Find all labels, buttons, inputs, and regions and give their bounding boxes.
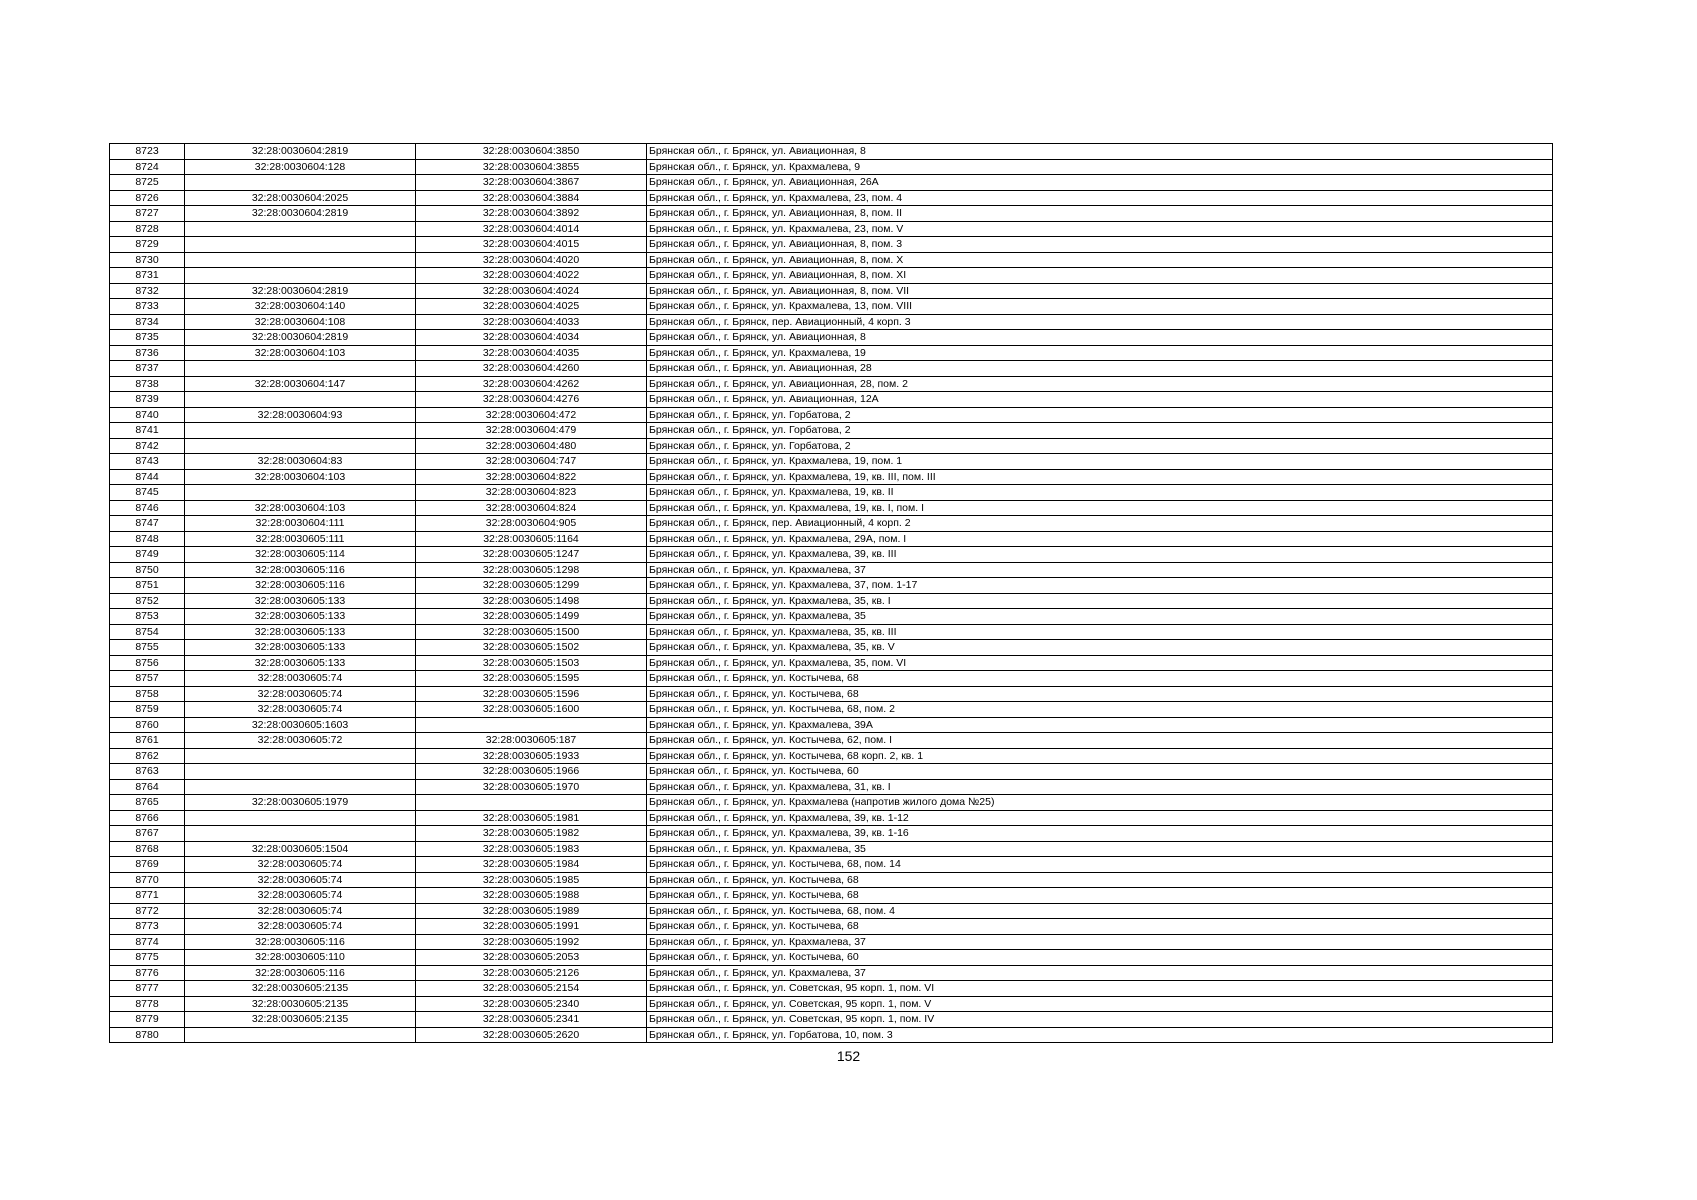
address-cell: Брянская обл., г. Брянск, ул. Костычева, 68 xyxy=(647,872,1553,888)
parent-cadastral-number-cell xyxy=(185,237,416,253)
address-cell: Брянская обл., г. Брянск, ул. Костычева, 62, пом. I xyxy=(647,733,1553,749)
address-cell: Брянская обл., г. Брянск, ул. Костычева, 68 xyxy=(647,671,1553,687)
table-row xyxy=(110,516,1553,532)
address-cell: Брянская обл., г. Брянск, ул. Крахмалева, 9 xyxy=(647,159,1553,175)
table-row xyxy=(110,144,1553,160)
address-cell: Брянская обл., г. Брянск, ул. Крахмалева, 39, кв. 1-16 xyxy=(647,826,1553,842)
table-row xyxy=(110,175,1553,191)
cadastral-number-cell: 32:28:0030604:4014 xyxy=(416,221,647,237)
table-row xyxy=(110,392,1553,408)
address-cell: Брянская обл., г. Брянск, ул. Крахмалева, 29А, пом. I xyxy=(647,531,1553,547)
table-row xyxy=(110,810,1553,826)
cadastral-number-cell: 32:28:0030605:1989 xyxy=(416,903,647,919)
parent-cadastral-number-cell: 32:28:0030604:103 xyxy=(185,469,416,485)
row-number-cell: 8768 xyxy=(110,841,185,857)
cadastral-number-cell: 32:28:0030604:4276 xyxy=(416,392,647,408)
parent-cadastral-number-cell: 32:28:0030604:2819 xyxy=(185,330,416,346)
cadastral-number-cell: 32:28:0030604:3850 xyxy=(416,144,647,160)
row-number-cell: 8731 xyxy=(110,268,185,284)
row-number-cell: 8747 xyxy=(110,516,185,532)
table-row xyxy=(110,919,1553,935)
parent-cadastral-number-cell: 32:28:0030605:1979 xyxy=(185,795,416,811)
parent-cadastral-number-cell: 32:28:0030604:2819 xyxy=(185,283,416,299)
cadastral-number-cell: 32:28:0030605:1985 xyxy=(416,872,647,888)
address-cell: Брянская обл., г. Брянск, ул. Авиационная, 8, пом. X xyxy=(647,252,1553,268)
cadastral-number-cell: 32:28:0030604:4020 xyxy=(416,252,647,268)
address-cell: Брянская обл., г. Брянск, ул. Горбатова, 10, пом. 3 xyxy=(647,1027,1553,1043)
cadastral-number-cell: 32:28:0030604:824 xyxy=(416,500,647,516)
row-number-cell: 8778 xyxy=(110,996,185,1012)
cadastral-number-cell xyxy=(416,717,647,733)
cadastral-number-cell: 32:28:0030604:4033 xyxy=(416,314,647,330)
parent-cadastral-number-cell xyxy=(185,764,416,780)
table-row xyxy=(110,903,1553,919)
parent-cadastral-number-cell: 32:28:0030605:74 xyxy=(185,888,416,904)
address-cell: Брянская обл., г. Брянск, пер. Авиационный, 4 корп. 2 xyxy=(647,516,1553,532)
parent-cadastral-number-cell: 32:28:0030604:108 xyxy=(185,314,416,330)
parent-cadastral-number-cell: 32:28:0030605:111 xyxy=(185,531,416,547)
address-cell: Брянская обл., г. Брянск, ул. Крахмалева, 39, кв. III xyxy=(647,547,1553,563)
parent-cadastral-number-cell xyxy=(185,485,416,501)
row-number-cell: 8760 xyxy=(110,717,185,733)
row-number-cell: 8723 xyxy=(110,144,185,160)
table-row xyxy=(110,361,1553,377)
row-number-cell: 8742 xyxy=(110,438,185,454)
address-cell: Брянская обл., г. Брянск, ул. Крахмалева, 23, пом. 4 xyxy=(647,190,1553,206)
parent-cadastral-number-cell: 32:28:0030604:2025 xyxy=(185,190,416,206)
parent-cadastral-number-cell: 32:28:0030604:103 xyxy=(185,345,416,361)
cadastral-number-cell: 32:28:0030605:2341 xyxy=(416,1012,647,1028)
row-number-cell: 8771 xyxy=(110,888,185,904)
table-row xyxy=(110,268,1553,284)
table-row xyxy=(110,283,1553,299)
table-row xyxy=(110,547,1553,563)
address-cell: Брянская обл., г. Брянск, ул. Крахмалева, 37 xyxy=(647,934,1553,950)
address-cell: Брянская обл., г. Брянск, ул. Авиационная, 8, пом. II xyxy=(647,206,1553,222)
parent-cadastral-number-cell: 32:28:0030605:133 xyxy=(185,655,416,671)
cadastral-number-cell: 32:28:0030605:1502 xyxy=(416,640,647,656)
cadastral-number-cell: 32:28:0030604:3867 xyxy=(416,175,647,191)
row-number-cell: 8738 xyxy=(110,376,185,392)
address-cell: Брянская обл., г. Брянск, ул. Крахмалева, 13, пом. VIII xyxy=(647,299,1553,315)
row-number-cell: 8751 xyxy=(110,578,185,594)
cadastral-number-cell: 32:28:0030605:2620 xyxy=(416,1027,647,1043)
address-cell: Брянская обл., г. Брянск, ул. Авиационная, 28 xyxy=(647,361,1553,377)
parent-cadastral-number-cell xyxy=(185,438,416,454)
address-cell: Брянская обл., г. Брянск, ул. Горбатова, 2 xyxy=(647,438,1553,454)
parent-cadastral-number-cell xyxy=(185,392,416,408)
parent-cadastral-number-cell: 32:28:0030604:83 xyxy=(185,454,416,470)
address-cell: Брянская обл., г. Брянск, ул. Горбатова, 2 xyxy=(647,423,1553,439)
table-row xyxy=(110,485,1553,501)
table-row xyxy=(110,1012,1553,1028)
parent-cadastral-number-cell xyxy=(185,1027,416,1043)
cadastral-number-cell: 32:28:0030604:4260 xyxy=(416,361,647,377)
parent-cadastral-number-cell: 32:28:0030605:74 xyxy=(185,872,416,888)
table-row xyxy=(110,237,1553,253)
table-row xyxy=(110,702,1553,718)
table-row xyxy=(110,671,1553,687)
address-cell: Брянская обл., г. Брянск, ул. Крахмалева, 19, пом. 1 xyxy=(647,454,1553,470)
table-row xyxy=(110,454,1553,470)
row-number-cell: 8780 xyxy=(110,1027,185,1043)
row-number-cell: 8766 xyxy=(110,810,185,826)
row-number-cell: 8753 xyxy=(110,609,185,625)
cadastral-number-cell: 32:28:0030605:1299 xyxy=(416,578,647,594)
parent-cadastral-number-cell: 32:28:0030605:133 xyxy=(185,624,416,640)
row-number-cell: 8729 xyxy=(110,237,185,253)
row-number-cell: 8761 xyxy=(110,733,185,749)
cadastral-number-cell: 32:28:0030605:1298 xyxy=(416,562,647,578)
cadastral-number-cell: 32:28:0030604:4025 xyxy=(416,299,647,315)
table-row xyxy=(110,159,1553,175)
row-number-cell: 8739 xyxy=(110,392,185,408)
address-cell: Брянская обл., г. Брянск, ул. Костычева, 68, пом. 14 xyxy=(647,857,1553,873)
cadastral-number-cell: 32:28:0030605:1970 xyxy=(416,779,647,795)
address-cell: Брянская обл., г. Брянск, ул. Костычева, 68 xyxy=(647,888,1553,904)
table-row xyxy=(110,438,1553,454)
parent-cadastral-number-cell: 32:28:0030605:116 xyxy=(185,965,416,981)
address-cell: Брянская обл., г. Брянск, ул. Костычева, 68, пом. 2 xyxy=(647,702,1553,718)
parent-cadastral-number-cell: 32:28:0030605:2135 xyxy=(185,996,416,1012)
parent-cadastral-number-cell xyxy=(185,268,416,284)
parent-cadastral-number-cell: 32:28:0030605:2135 xyxy=(185,981,416,997)
parent-cadastral-number-cell xyxy=(185,423,416,439)
table-row xyxy=(110,733,1553,749)
parent-cadastral-number-cell: 32:28:0030605:116 xyxy=(185,578,416,594)
cadastral-number-cell: 32:28:0030604:479 xyxy=(416,423,647,439)
row-number-cell: 8776 xyxy=(110,965,185,981)
address-cell: Брянская обл., г. Брянск, пер. Авиационный, 4 корп. 3 xyxy=(647,314,1553,330)
address-cell: Брянская обл., г. Брянск, ул. Авиационная, 28, пом. 2 xyxy=(647,376,1553,392)
parent-cadastral-number-cell: 32:28:0030605:74 xyxy=(185,919,416,935)
parent-cadastral-number-cell: 32:28:0030605:1603 xyxy=(185,717,416,733)
cadastral-number-cell: 32:28:0030605:1981 xyxy=(416,810,647,826)
parent-cadastral-number-cell: 32:28:0030604:147 xyxy=(185,376,416,392)
table-row xyxy=(110,934,1553,950)
table-row xyxy=(110,500,1553,516)
address-cell: Брянская обл., г. Брянск, ул. Костычева, 68, пом. 4 xyxy=(647,903,1553,919)
parent-cadastral-number-cell: 32:28:0030605:74 xyxy=(185,702,416,718)
table-row xyxy=(110,748,1553,764)
address-cell: Брянская обл., г. Брянск, ул. Крахмалева, 19, кв. I, пом. I xyxy=(647,500,1553,516)
table-row xyxy=(110,888,1553,904)
row-number-cell: 8727 xyxy=(110,206,185,222)
parent-cadastral-number-cell: 32:28:0030605:110 xyxy=(185,950,416,966)
row-number-cell: 8741 xyxy=(110,423,185,439)
address-cell: Брянская обл., г. Брянск, ул. Авиационная, 12А xyxy=(647,392,1553,408)
row-number-cell: 8749 xyxy=(110,547,185,563)
row-number-cell: 8774 xyxy=(110,934,185,950)
row-number-cell: 8754 xyxy=(110,624,185,640)
cadastral-number-cell: 32:28:0030604:3884 xyxy=(416,190,647,206)
table-row xyxy=(110,965,1553,981)
row-number-cell: 8730 xyxy=(110,252,185,268)
address-cell: Брянская обл., г. Брянск, ул. Авиационная, 8 xyxy=(647,330,1553,346)
address-cell: Брянская обл., г. Брянск, ул. Крахмалева, 23, пом. V xyxy=(647,221,1553,237)
parent-cadastral-number-cell: 32:28:0030605:74 xyxy=(185,686,416,702)
address-cell: Брянская обл., г. Брянск, ул. Костычева, 68 xyxy=(647,919,1553,935)
table-row xyxy=(110,531,1553,547)
cadastral-number-cell: 32:28:0030604:4262 xyxy=(416,376,647,392)
cadastral-number-cell: 32:28:0030605:1503 xyxy=(416,655,647,671)
row-number-cell: 8745 xyxy=(110,485,185,501)
row-number-cell: 8759 xyxy=(110,702,185,718)
table-row xyxy=(110,376,1553,392)
table-row xyxy=(110,423,1553,439)
parent-cadastral-number-cell: 32:28:0030605:133 xyxy=(185,640,416,656)
address-cell: Брянская обл., г. Брянск, ул. Советская, 95 корп. 1, пом. VI xyxy=(647,981,1553,997)
row-number-cell: 8775 xyxy=(110,950,185,966)
cadastral-number-cell: 32:28:0030605:187 xyxy=(416,733,647,749)
parent-cadastral-number-cell: 32:28:0030604:140 xyxy=(185,299,416,315)
parent-cadastral-number-cell: 32:28:0030605:1504 xyxy=(185,841,416,857)
row-number-cell: 8777 xyxy=(110,981,185,997)
row-number-cell: 8744 xyxy=(110,469,185,485)
cadastral-number-cell: 32:28:0030605:1982 xyxy=(416,826,647,842)
parent-cadastral-number-cell xyxy=(185,748,416,764)
cadastral-number-cell: 32:28:0030605:1933 xyxy=(416,748,647,764)
table-row xyxy=(110,996,1553,1012)
parent-cadastral-number-cell: 32:28:0030604:2819 xyxy=(185,144,416,160)
address-cell: Брянская обл., г. Брянск, ул. Крахмалева (напротив жилого дома №25) xyxy=(647,795,1553,811)
table-row xyxy=(110,221,1553,237)
address-cell: Брянская обл., г. Брянск, ул. Крахмалева, 19, кв. II xyxy=(647,485,1553,501)
address-cell: Брянская обл., г. Брянск, ул. Костычева, 68 корп. 2, кв. 1 xyxy=(647,748,1553,764)
row-number-cell: 8769 xyxy=(110,857,185,873)
row-number-cell: 8746 xyxy=(110,500,185,516)
parent-cadastral-number-cell xyxy=(185,779,416,795)
cadastral-number-cell: 32:28:0030605:1164 xyxy=(416,531,647,547)
property-registry-table xyxy=(109,143,1553,1043)
cadastral-number-cell: 32:28:0030604:4015 xyxy=(416,237,647,253)
table-row xyxy=(110,469,1553,485)
address-cell: Брянская обл., г. Брянск, ул. Советская, 95 корп. 1, пом. IV xyxy=(647,1012,1553,1028)
row-number-cell: 8735 xyxy=(110,330,185,346)
row-number-cell: 8756 xyxy=(110,655,185,671)
row-number-cell: 8757 xyxy=(110,671,185,687)
table-row xyxy=(110,872,1553,888)
table-row xyxy=(110,950,1553,966)
row-number-cell: 8733 xyxy=(110,299,185,315)
address-cell: Брянская обл., г. Брянск, ул. Костычева, 60 xyxy=(647,764,1553,780)
cadastral-number-cell xyxy=(416,795,647,811)
cadastral-number-cell: 32:28:0030605:1596 xyxy=(416,686,647,702)
address-cell: Брянская обл., г. Брянск, ул. Авиационная, 8, пом. VII xyxy=(647,283,1553,299)
row-number-cell: 8734 xyxy=(110,314,185,330)
row-number-cell: 8762 xyxy=(110,748,185,764)
address-cell: Брянская обл., г. Брянск, ул. Крахмалева, 19 xyxy=(647,345,1553,361)
cadastral-number-cell: 32:28:0030605:1991 xyxy=(416,919,647,935)
parent-cadastral-number-cell xyxy=(185,826,416,842)
table-row xyxy=(110,826,1553,842)
address-cell: Брянская обл., г. Брянск, ул. Крахмалева, 35, кв. III xyxy=(647,624,1553,640)
table-row xyxy=(110,717,1553,733)
row-number-cell: 8743 xyxy=(110,454,185,470)
parent-cadastral-number-cell: 32:28:0030604:111 xyxy=(185,516,416,532)
address-cell: Брянская обл., г. Брянск, ул. Крахмалева, 39, кв. 1-12 xyxy=(647,810,1553,826)
table-row xyxy=(110,330,1553,346)
parent-cadastral-number-cell: 32:28:0030604:93 xyxy=(185,407,416,423)
row-number-cell: 8736 xyxy=(110,345,185,361)
parent-cadastral-number-cell: 32:28:0030605:72 xyxy=(185,733,416,749)
address-cell: Брянская обл., г. Брянск, ул. Крахмалева, 35, кв. V xyxy=(647,640,1553,656)
row-number-cell: 8726 xyxy=(110,190,185,206)
parent-cadastral-number-cell: 32:28:0030605:74 xyxy=(185,857,416,873)
row-number-cell: 8755 xyxy=(110,640,185,656)
table-row xyxy=(110,857,1553,873)
table-row xyxy=(110,299,1553,315)
cadastral-number-cell: 32:28:0030605:1600 xyxy=(416,702,647,718)
row-number-cell: 8763 xyxy=(110,764,185,780)
parent-cadastral-number-cell: 32:28:0030605:74 xyxy=(185,903,416,919)
cadastral-number-cell: 32:28:0030605:1984 xyxy=(416,857,647,873)
cadastral-number-cell: 32:28:0030604:905 xyxy=(416,516,647,532)
parent-cadastral-number-cell xyxy=(185,252,416,268)
row-number-cell: 8728 xyxy=(110,221,185,237)
table-row xyxy=(110,593,1553,609)
cadastral-number-cell: 32:28:0030604:3892 xyxy=(416,206,647,222)
address-cell: Брянская обл., г. Брянск, ул. Крахмалева, 35 xyxy=(647,609,1553,625)
cadastral-number-cell: 32:28:0030605:2126 xyxy=(416,965,647,981)
parent-cadastral-number-cell: 32:28:0030605:2135 xyxy=(185,1012,416,1028)
document-sheet xyxy=(109,143,1552,1043)
address-cell: Брянская обл., г. Брянск, ул. Крахмалева, 37 xyxy=(647,965,1553,981)
address-cell: Брянская обл., г. Брянск, ул. Крахмалева, 35 xyxy=(647,841,1553,857)
table-row xyxy=(110,624,1553,640)
table-row xyxy=(110,841,1553,857)
row-number-cell: 8772 xyxy=(110,903,185,919)
row-number-cell: 8779 xyxy=(110,1012,185,1028)
cadastral-number-cell: 32:28:0030604:823 xyxy=(416,485,647,501)
parent-cadastral-number-cell xyxy=(185,221,416,237)
table-row xyxy=(110,562,1553,578)
table-row xyxy=(110,609,1553,625)
row-number-cell: 8764 xyxy=(110,779,185,795)
cadastral-number-cell: 32:28:0030604:3855 xyxy=(416,159,647,175)
address-cell: Брянская обл., г. Брянск, ул. Авиационная, 8 xyxy=(647,144,1553,160)
parent-cadastral-number-cell: 32:28:0030605:116 xyxy=(185,934,416,950)
cadastral-number-cell: 32:28:0030605:1499 xyxy=(416,609,647,625)
table-row xyxy=(110,779,1553,795)
address-cell: Брянская обл., г. Брянск, ул. Крахмалева, 39А xyxy=(647,717,1553,733)
address-cell: Брянская обл., г. Брянск, ул. Крахмалева, 35, пом. VI xyxy=(647,655,1553,671)
row-number-cell: 8750 xyxy=(110,562,185,578)
row-number-cell: 8737 xyxy=(110,361,185,377)
parent-cadastral-number-cell: 32:28:0030605:133 xyxy=(185,593,416,609)
address-cell: Брянская обл., г. Брянск, ул. Авиационная, 8, пом. 3 xyxy=(647,237,1553,253)
table-row xyxy=(110,1027,1553,1043)
cadastral-number-cell: 32:28:0030604:747 xyxy=(416,454,647,470)
cadastral-number-cell: 32:28:0030605:1595 xyxy=(416,671,647,687)
address-cell: Брянская обл., г. Брянск, ул. Горбатова, 2 xyxy=(647,407,1553,423)
table-row xyxy=(110,252,1553,268)
row-number-cell: 8773 xyxy=(110,919,185,935)
row-number-cell: 8748 xyxy=(110,531,185,547)
address-cell: Брянская обл., г. Брянск, ул. Авиационная, 8, пом. XI xyxy=(647,268,1553,284)
address-cell: Брянская обл., г. Брянск, ул. Крахмалева, 35, кв. I xyxy=(647,593,1553,609)
address-cell: Брянская обл., г. Брянск, ул. Костычева, 60 xyxy=(647,950,1553,966)
address-cell: Брянская обл., г. Брянск, ул. Крахмалева, 37, пом. 1-17 xyxy=(647,578,1553,594)
parent-cadastral-number-cell xyxy=(185,810,416,826)
registry-table-body xyxy=(110,144,1553,1043)
cadastral-number-cell: 32:28:0030605:1247 xyxy=(416,547,647,563)
table-row xyxy=(110,795,1553,811)
row-number-cell: 8732 xyxy=(110,283,185,299)
row-number-cell: 8752 xyxy=(110,593,185,609)
row-number-cell: 8758 xyxy=(110,686,185,702)
cadastral-number-cell: 32:28:0030605:1988 xyxy=(416,888,647,904)
row-number-cell: 8724 xyxy=(110,159,185,175)
cadastral-number-cell: 32:28:0030605:2154 xyxy=(416,981,647,997)
address-cell: Брянская обл., г. Брянск, ул. Крахмалева, 19, кв. III, пом. III xyxy=(647,469,1553,485)
cadastral-number-cell: 32:28:0030604:4034 xyxy=(416,330,647,346)
cadastral-number-cell: 32:28:0030604:472 xyxy=(416,407,647,423)
table-row xyxy=(110,190,1553,206)
address-cell: Брянская обл., г. Брянск, ул. Советская, 95 корп. 1, пом. V xyxy=(647,996,1553,1012)
table-row xyxy=(110,655,1553,671)
parent-cadastral-number-cell: 32:28:0030605:114 xyxy=(185,547,416,563)
table-row xyxy=(110,686,1553,702)
parent-cadastral-number-cell: 32:28:0030605:74 xyxy=(185,671,416,687)
table-row xyxy=(110,578,1553,594)
cadastral-number-cell: 32:28:0030605:2053 xyxy=(416,950,647,966)
table-row xyxy=(110,407,1553,423)
cadastral-number-cell: 32:28:0030605:1983 xyxy=(416,841,647,857)
cadastral-number-cell: 32:28:0030604:4022 xyxy=(416,268,647,284)
cadastral-number-cell: 32:28:0030605:1966 xyxy=(416,764,647,780)
row-number-cell: 8767 xyxy=(110,826,185,842)
parent-cadastral-number-cell xyxy=(185,361,416,377)
cadastral-number-cell: 32:28:0030604:822 xyxy=(416,469,647,485)
table-row xyxy=(110,981,1553,997)
table-row xyxy=(110,764,1553,780)
parent-cadastral-number-cell: 32:28:0030604:128 xyxy=(185,159,416,175)
table-row xyxy=(110,206,1553,222)
table-row xyxy=(110,640,1553,656)
parent-cadastral-number-cell: 32:28:0030605:133 xyxy=(185,609,416,625)
row-number-cell: 8770 xyxy=(110,872,185,888)
address-cell: Брянская обл., г. Брянск, ул. Крахмалева, 31, кв. I xyxy=(647,779,1553,795)
row-number-cell: 8725 xyxy=(110,175,185,191)
parent-cadastral-number-cell xyxy=(185,175,416,191)
cadastral-number-cell: 32:28:0030604:4024 xyxy=(416,283,647,299)
address-cell: Брянская обл., г. Брянск, ул. Крахмалева, 37 xyxy=(647,562,1553,578)
cadastral-number-cell: 32:28:0030605:1498 xyxy=(416,593,647,609)
address-cell: Брянская обл., г. Брянск, ул. Авиационная, 26А xyxy=(647,175,1553,191)
cadastral-number-cell: 32:28:0030604:4035 xyxy=(416,345,647,361)
row-number-cell: 8740 xyxy=(110,407,185,423)
cadastral-number-cell: 32:28:0030605:1500 xyxy=(416,624,647,640)
cadastral-number-cell: 32:28:0030604:480 xyxy=(416,438,647,454)
table-row xyxy=(110,345,1553,361)
row-number-cell: 8765 xyxy=(110,795,185,811)
table-row xyxy=(110,314,1553,330)
page-number: 152 xyxy=(836,1048,861,1064)
parent-cadastral-number-cell: 32:28:0030605:116 xyxy=(185,562,416,578)
address-cell: Брянская обл., г. Брянск, ул. Костычева, 68 xyxy=(647,686,1553,702)
parent-cadastral-number-cell: 32:28:0030604:2819 xyxy=(185,206,416,222)
cadastral-number-cell: 32:28:0030605:2340 xyxy=(416,996,647,1012)
parent-cadastral-number-cell: 32:28:0030604:103 xyxy=(185,500,416,516)
cadastral-number-cell: 32:28:0030605:1992 xyxy=(416,934,647,950)
